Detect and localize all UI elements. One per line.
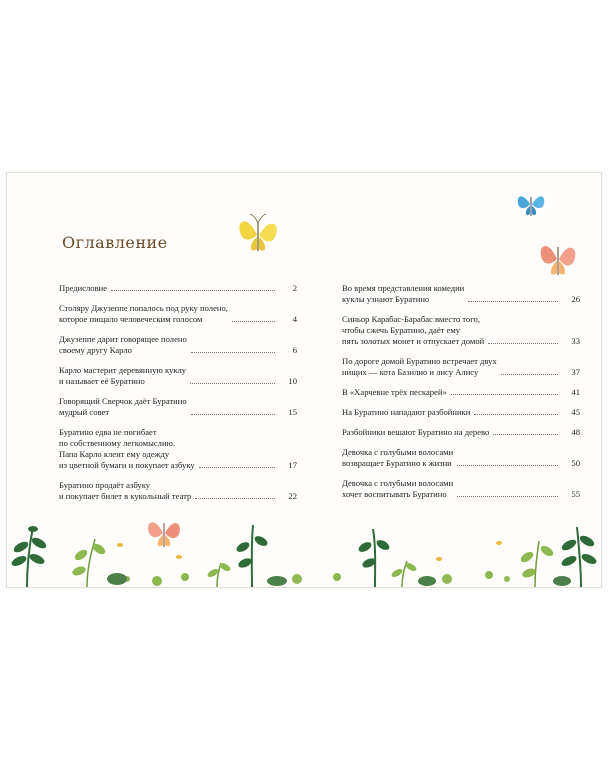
toc-leader-dots: [488, 343, 558, 344]
toc-column-left: [59, 283, 297, 511]
page-title: Оглавление: [62, 233, 168, 252]
butterfly-yellow-icon: [235, 209, 281, 259]
plant-border-icon: [7, 517, 602, 587]
toc-entry: [59, 480, 297, 502]
toc-leader-dots: [451, 394, 558, 395]
toc-entry: [342, 478, 580, 500]
toc-entry: [59, 365, 297, 387]
toc-page-number: 45: [560, 407, 580, 418]
toc-leader-dots: [493, 434, 558, 435]
toc-page-number: 4: [277, 314, 297, 325]
toc-entry: [342, 283, 580, 305]
toc-entry-title: По дороге домой Буратино встречает двух нищих — кота Базилио и лису Алису: [342, 356, 497, 377]
toc-page-number: 10: [277, 376, 297, 387]
toc-entry-title: Синьор Карабас-Барабас вместо того, чтобы сжечь Буратино, даёт ему пять золотых монет и отпускает домой: [342, 314, 485, 346]
toc-entry-title: В «Харчевне трёх пескарей»: [342, 387, 447, 397]
toc-entry-title: На Буратино нападают разбойники: [342, 407, 471, 417]
bee-icon: [117, 541, 502, 561]
toc-leader-dots: [191, 414, 275, 415]
toc-entry: [59, 396, 297, 418]
toc-entry: [342, 356, 580, 378]
toc-leader-dots: [190, 383, 275, 384]
toc-entry: [59, 334, 297, 356]
butterfly-pink-icon: [537, 235, 579, 281]
toc-entry-title: Столяру Джузеппе попалось под руку полено, которое пищало человеческим голосом: [59, 303, 228, 324]
toc-entry: [59, 303, 297, 325]
toc-page-number: 22: [277, 491, 297, 502]
toc-entry-title: Говорящий Сверчок даёт Буратино мудрый совет: [59, 396, 187, 417]
toc-page-number: 17: [277, 460, 297, 471]
toc-entry: [342, 427, 580, 438]
butterfly-blue-icon: [515, 188, 547, 222]
toc-page-number: 33: [560, 336, 580, 347]
toc-leader-dots: [191, 352, 275, 353]
toc-page-number: 2: [277, 283, 297, 294]
toc-entry-title: Буратино продаёт азбуку и покупает билет в кукольный театр: [59, 480, 192, 501]
book-spread: [6, 172, 602, 588]
toc-entry-title: Девочка с голубыми волосами возвращает Буратино к жизни: [342, 447, 454, 468]
toc-entry: [59, 283, 297, 294]
toc-entry: [342, 407, 580, 418]
toc-leader-dots: [195, 498, 275, 499]
toc-leader-dots: [457, 465, 558, 466]
toc-entry: [59, 427, 297, 471]
toc-leader-dots: [457, 496, 558, 497]
toc-entry-title: Джузеппе дарит говорящее полено своему другу Карло: [59, 334, 187, 355]
toc-page-number: 41: [560, 387, 580, 398]
toc-page-number: 37: [560, 367, 580, 378]
toc-leader-dots: [501, 374, 558, 375]
toc-entry-title: Разбойники вешают Буратино на дерево: [342, 427, 490, 437]
toc-entry-title: Во время представления комедии куклы узнают Буратино: [342, 283, 465, 304]
toc-leader-dots: [199, 467, 275, 468]
toc-page-number: 26: [560, 294, 580, 305]
toc-leader-dots: [111, 290, 275, 291]
toc-entry-title: Предисловие: [59, 283, 108, 293]
toc-entry: [342, 314, 580, 347]
toc-column-right: [342, 283, 580, 509]
toc-entry-title: Девочка с голубыми волосами хочет воспитывать Буратино: [342, 478, 454, 499]
toc-page-number: 15: [277, 407, 297, 418]
toc-page-number: 55: [560, 489, 580, 500]
toc-entry-title: Карло мастерит деревянную куклу и называет её Буратино: [59, 365, 187, 386]
toc-leader-dots: [468, 301, 558, 302]
toc-entry: [342, 447, 580, 469]
toc-entry: [342, 387, 580, 398]
toc-page-number: 50: [560, 458, 580, 469]
toc-page-number: 48: [560, 427, 580, 438]
toc-page-number: 6: [277, 345, 297, 356]
toc-leader-dots: [232, 321, 275, 322]
toc-entry-title: Буратино едва не погибает по собственному легкомыслию. Папа Карло клеит ему одежду из цветной бумаги и покупает азбуку: [59, 427, 195, 470]
toc-leader-dots: [474, 414, 558, 415]
